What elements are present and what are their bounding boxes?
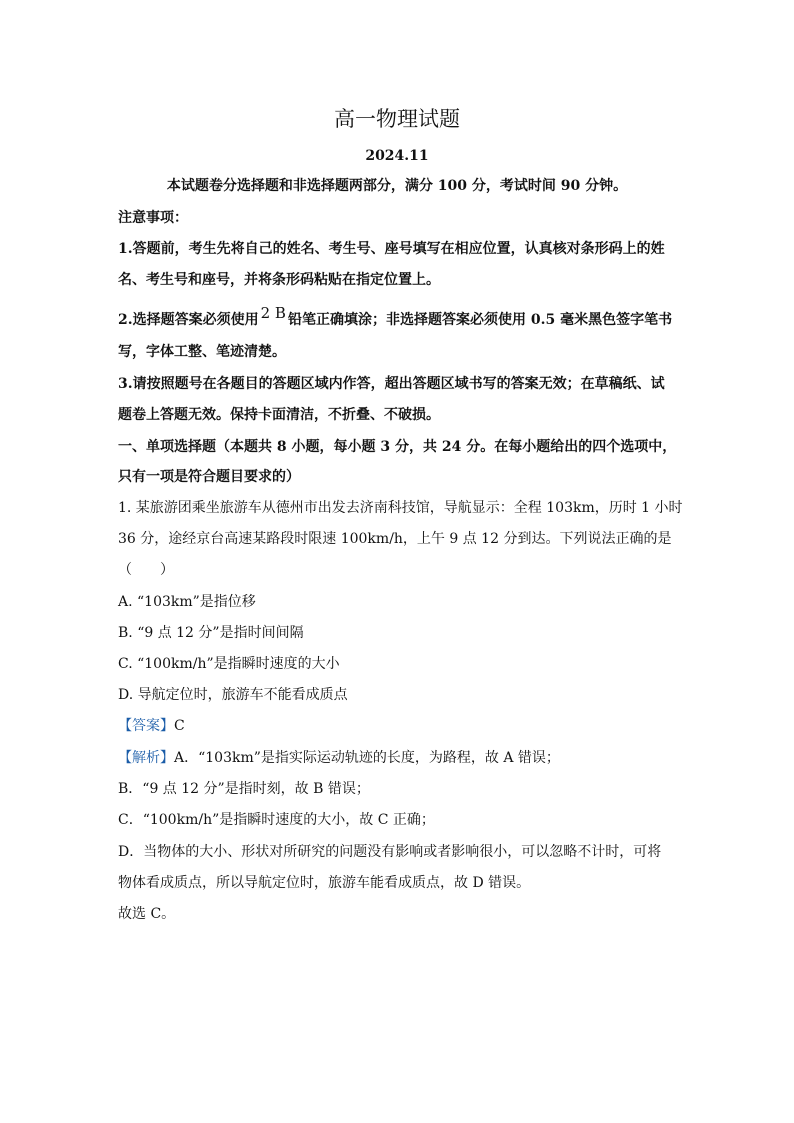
- section-heading-line-1: 一、单项选择题（本题共 8 小题，每小题 3 分，共 24 分。在每小题给出的四个选项中，: [118, 439, 677, 455]
- answer-line: [118, 716, 185, 736]
- answer-blank: （ ）: [118, 562, 174, 578]
- pencil-grade: 2 B: [260, 304, 286, 322]
- option-c: C. “100km/h”是指瞬时速度的大小: [118, 656, 340, 672]
- question-stem-line-2: 36 分，途经京台高速某路段时限速 100km/h，上午 9 点 12 分到达。下列说法正确的是: [118, 531, 672, 547]
- exam-intro: 本试题卷分选择题和非选择题两部分，满分 100 分，考试时间 90 分钟。: [166, 178, 628, 194]
- option-a: A. “103km”是指位移: [118, 594, 256, 610]
- analysis-line-5: 物体看成质点，所以导航定位时，旅游车能看成质点，故 D 错误。: [118, 875, 531, 891]
- note-2-text-pre: 2.选择题答案必须使用: [118, 312, 259, 328]
- note-1-line-2: 名、考生号和座号，并将条形码粘贴在指定位置上。: [118, 272, 440, 288]
- conclusion: 故选 C。: [118, 906, 176, 922]
- option-b: B. “9 点 12 分”是指时间间隔: [118, 625, 304, 641]
- note-3-line-2: 题卷上答题无效。保持卡面清洁，不折叠、不破损。: [118, 407, 440, 423]
- note-2-line-1: [118, 304, 673, 330]
- answer-label: 【答案】: [118, 718, 174, 734]
- notes-heading: 注意事项：: [118, 210, 188, 226]
- section-heading-line-2: 只有一项是符合题目要求的）: [118, 469, 300, 485]
- note-1-line-1: 1.答题前，考生先将自己的姓名、考生号、座号填写在相应位置，认真核对条形码上的姓: [118, 241, 665, 257]
- answer-value: C: [174, 718, 185, 734]
- question-stem-line-1: 1. 某旅游团乘坐旅游车从德州市出发去济南科技馆，导航显示：全程 103km，历时 1 小时: [118, 500, 683, 516]
- analysis-line-2: B．“9 点 12 分”是指时刻，故 B 错误；: [118, 781, 370, 797]
- option-d: D. 导航定位时，旅游车不能看成质点: [118, 687, 348, 703]
- analysis-label: 【解析】: [118, 750, 174, 766]
- page-title: 高一物理试题: [334, 107, 460, 131]
- analysis-line-4: D．当物体的大小、形状对所研究的问题没有影响或者影响很小，可以忽略不计时，可将: [118, 844, 662, 860]
- note-2-line-2: 写，字体工整、笔迹清楚。: [118, 344, 286, 360]
- note-2-text-post: 铅笔正确填涂；非选择题答案必须使用 0.5 毫米黑色签字笔书: [287, 312, 673, 328]
- analysis-line-3: C．“100km/h”是指瞬时速度的大小，故 C 正确；: [118, 812, 435, 828]
- note-3-line-1: 3.请按照题号在各题目的答题区域内作答，超出答题区域书写的答案无效；在草稿纸、试: [118, 376, 665, 392]
- analysis-line-1: [118, 748, 560, 768]
- exam-date: 2024.11: [365, 148, 429, 164]
- analysis-text-1: A．“103km”是指实际运动轨迹的长度，为路程，故 A 错误；: [174, 750, 560, 766]
